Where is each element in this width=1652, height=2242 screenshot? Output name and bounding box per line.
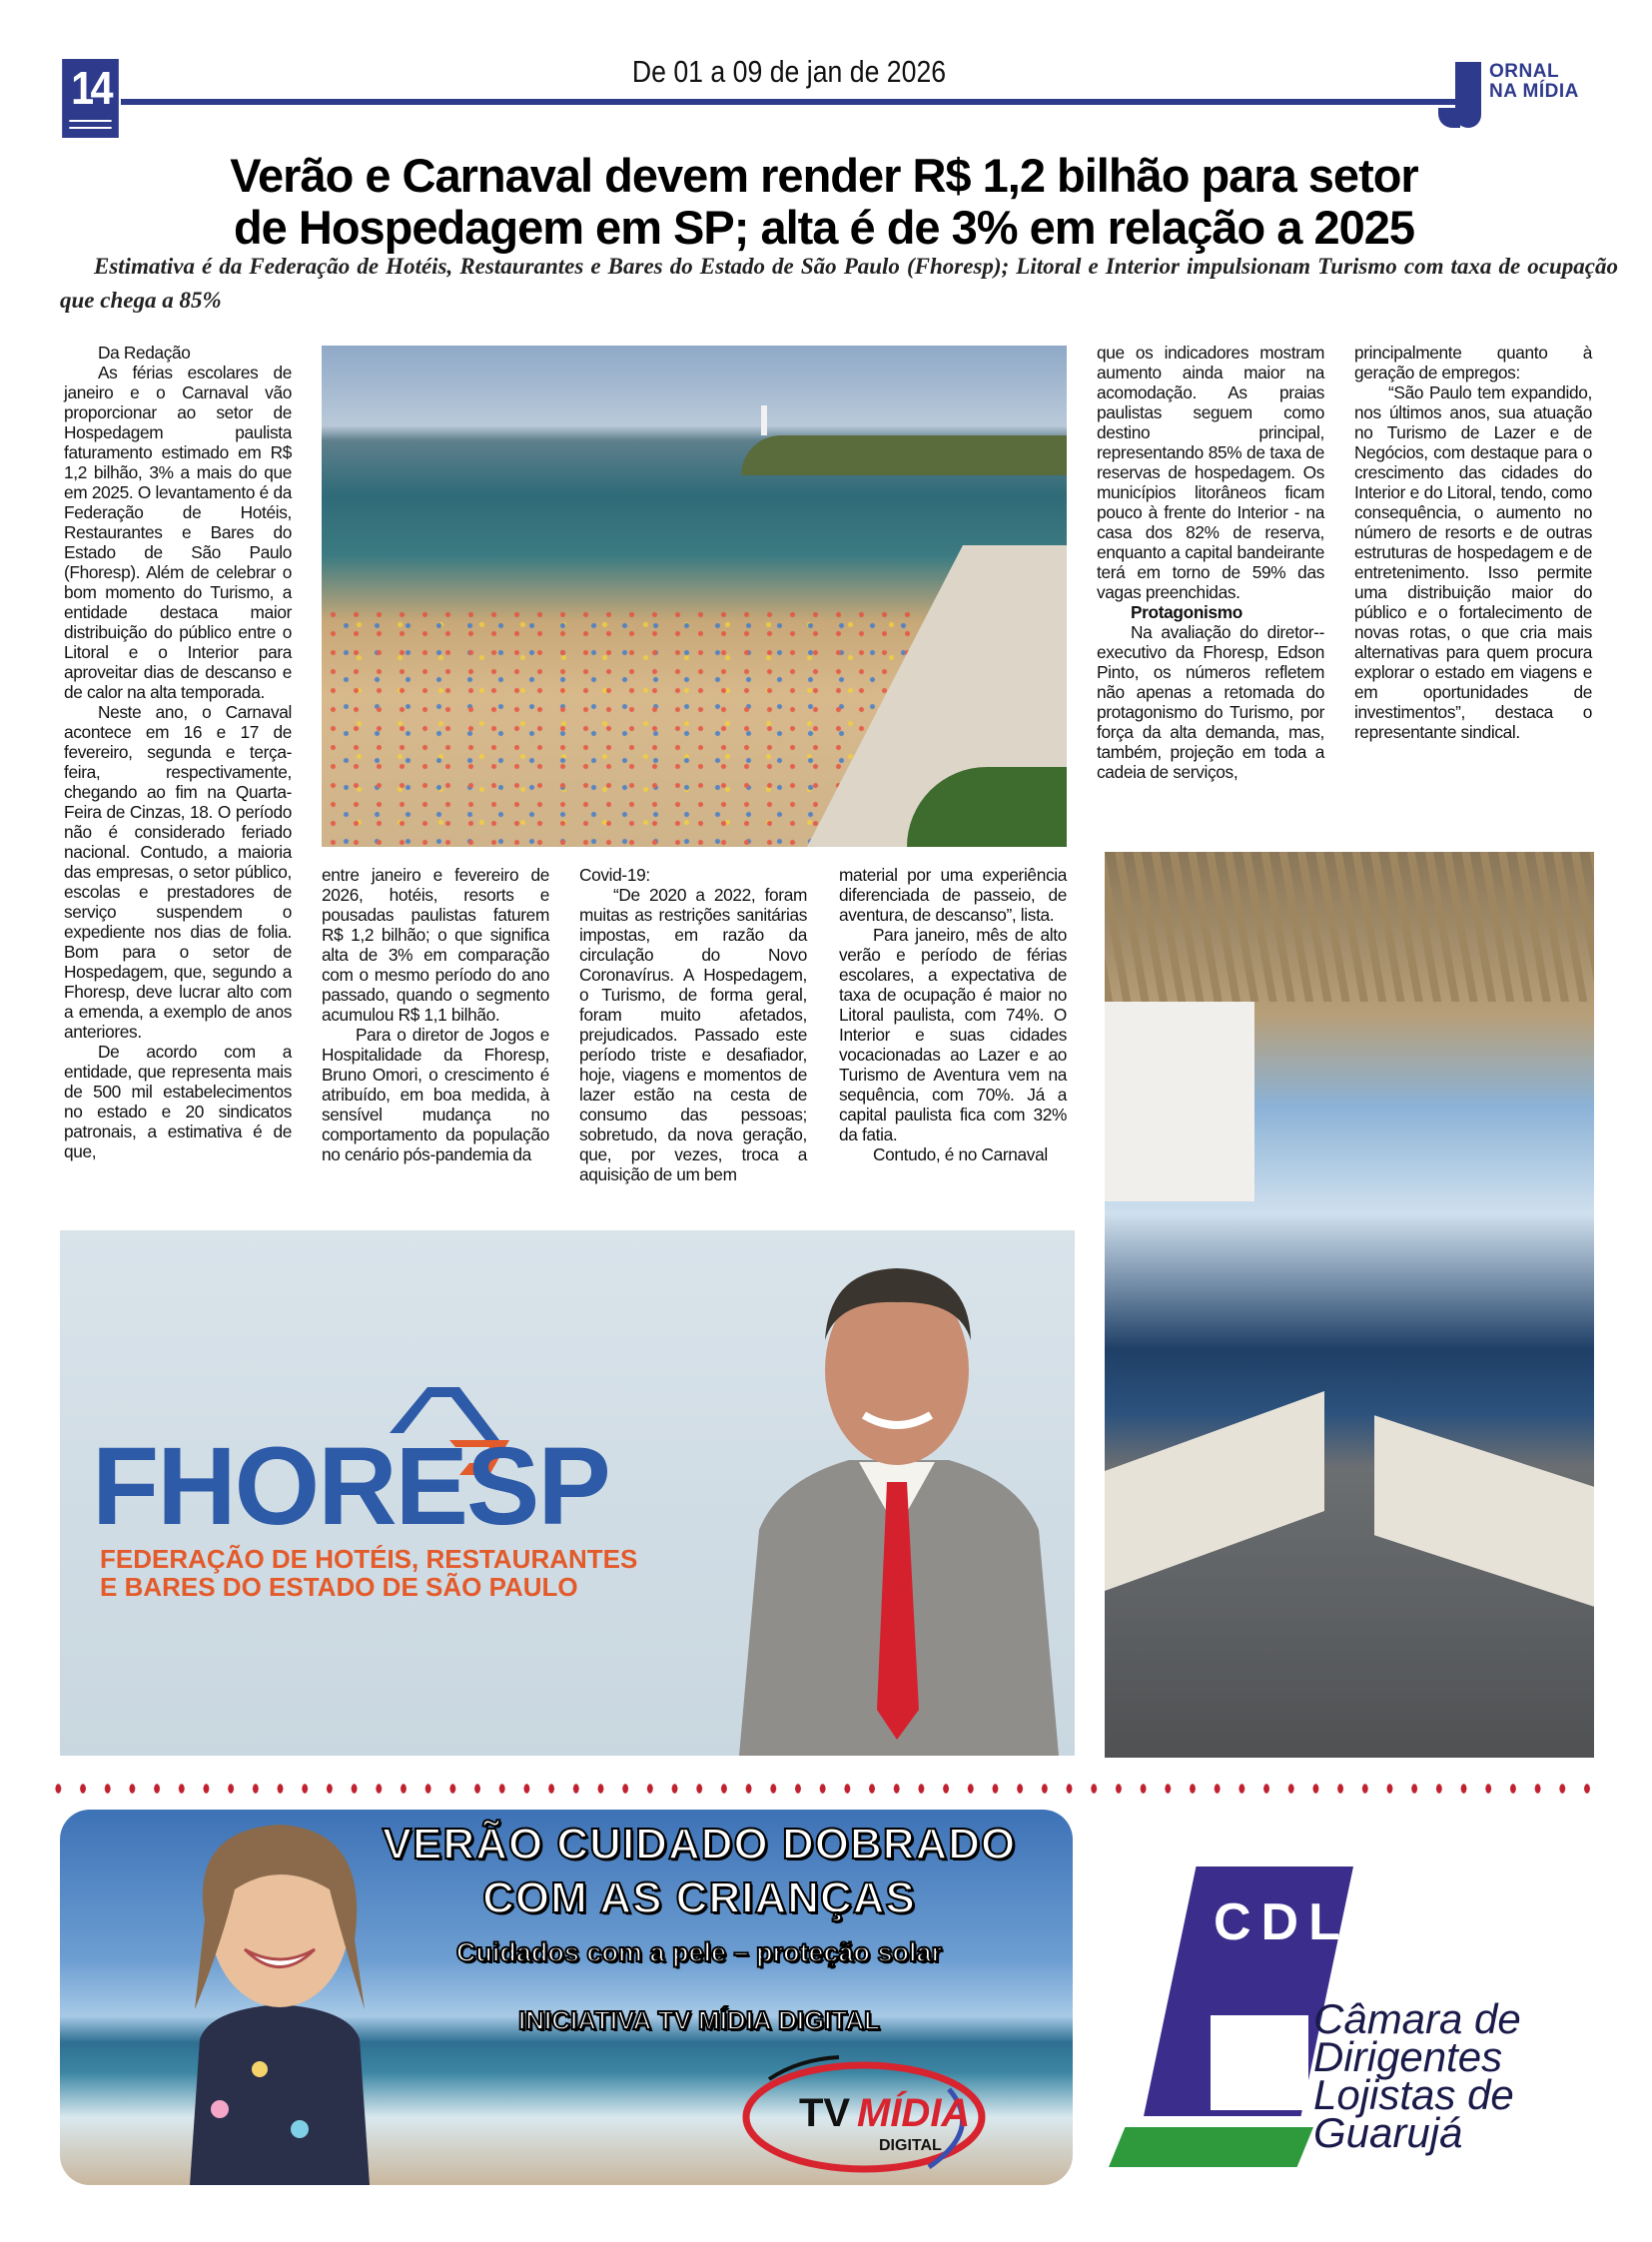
article-column-3: [579, 865, 807, 1184]
paragraph: principalmente quanto à geração de empregos:: [1354, 343, 1592, 382]
cdl-name-line3: Lojistas de: [1313, 2071, 1514, 2118]
fhoresp-subtitle-line2: E BARES DO ESTADO DE SÃO PAULO: [100, 1572, 578, 1602]
lighthouse: [761, 405, 767, 435]
paragraph: “São Paulo tem expandido, nos últimos anos, sua atuação no Turismo de Lazer e de Negócios, com destaque para o crescimento das cidades do Interior e do Litoral, tendo, como consequência, o aumento no número de resorts e de outras estruturas de hospedagem e de entretenimento. Isso permite uma distribuição maior do público e o fortalecimento de novas rotas, o que cria mais alternativas para quem procura explorar o estado em viagens e em oportunidades de investimentos”, destaca o representante sindical.: [1354, 382, 1592, 742]
summer-kids-sun-care-ad[interactable]: [60, 1810, 1073, 2185]
fhoresp-logo-word: FHORESP: [92, 1425, 609, 1548]
logo-digital: DIGITAL: [879, 2137, 942, 2154]
paragraph: De acordo com a entidade, que representa mais de 500 mil estabelecimentos no estado e 20 sindicatos patronais, a estimativa é de que,: [64, 1042, 292, 1161]
paragraph: Contudo, é no Carnaval: [873, 1144, 1048, 1164]
paragraph: Na avaliação do diretor--executivo da Fhoresp, Edson Pinto, os números refletem não apenas a retomada do protagonismo do Turismo, por força da alta demanda, mas, também, projeção em toda a cadeia de serviços,: [1097, 622, 1324, 782]
page-number-underline: [69, 120, 111, 129]
dotted-separator: [46, 1783, 1604, 1795]
page-number-badge: [62, 59, 119, 138]
page-number: 14: [71, 62, 110, 114]
headland-cliff: [741, 435, 1067, 475]
issue-date: De 01 a 09 de jan de 2026: [631, 54, 947, 89]
cdl-letters: CDL: [1214, 1893, 1350, 1951]
cdl-name-line1: Câmara de: [1313, 1995, 1521, 2042]
crowded-beach-photo: [322, 346, 1067, 847]
publication-logo: [1489, 62, 1579, 102]
paragraph: Covid-19:: [579, 865, 650, 885]
paragraph: Para janeiro, mês de alto verão e período de férias escolares, a expectativa de taxa de ocupação é maior no Litoral paulista, com 74%. O Interior e suas cidades vocacionadas ao Lazer e ao Turismo de Aventura vem na sequência, com 70%. Já a capital paulista fica com 32% da fatia.: [839, 925, 1067, 1144]
jornal-j-hook-icon: [1438, 108, 1460, 128]
tv-midia-digital-logo: [739, 2049, 989, 2179]
cdl-full-name: [1313, 1995, 1521, 2156]
paragraph: “De 2020 a 2022, foram muitas as restrições sanitárias impostas, em razão da circulação do Novo Coronavírus. A Hospedagem, o Turismo, de forma geral, foram muito afetados, prejudicados. Passado este período triste e desafiador, hoje, viagens e momentos de lazer estão na cesta de consumo das pessoas; sobretudo, da nova geração, que, por vezes, troca a aquisição de um bem: [579, 885, 807, 1184]
paragraph: Neste ano, o Carnaval acontece em 16 e 17 de fevereiro, segunda e terça-feira, respectivamente, chegando ao fim na Quarta-Feira de Cinzas, 18. O período não é considerado feriado nacional. Contudo, a maioria das empresas, o setor público, escolas e prestadores de serviço suspendem o expediente nos dias de folia. Bom para o setor de Hospedagem, que, segundo a Fhoresp, deve lucrar alto com a emenda, a exemplo de anos anteriores.: [64, 702, 292, 1042]
paragraph: material por uma experiência diferenciada de passeio, de aventura, de descanso”, lista.: [839, 865, 1067, 925]
header-rule: [121, 99, 1464, 105]
bamboo-pergola: [1105, 852, 1594, 1002]
article-column-4: [839, 865, 1067, 1164]
paragraph: As férias escolares de janeiro e o Carnaval vão proporcionar ao setor de Hospedagem paulista faturamento estimado em R$ 1,2 bilhão, 3% a mais do que em 2025. O levantamento é da Federação de Hotéis, Restaurantes e Bares do Estado de São Paulo (Fhoresp). Além de celebrar o bom momento do Turismo, a entidade destaca maior distribuição do público entre o Litoral e o Interior para aproveitar dias de descanso e de calor na alta temporada.: [64, 363, 292, 702]
fhoresp-logo-subtitle: [100, 1545, 637, 1601]
ad-initiative: INICIATIVA TV MÍDIA DIGITAL: [517, 2005, 881, 2035]
ad-headline-line2: COM AS CRIANÇAS: [482, 1873, 916, 1922]
cdl-d-shape-icon: [1211, 2015, 1308, 2110]
article-column-5: [1097, 343, 1324, 782]
section-heading: Protagonismo: [1131, 602, 1242, 622]
white-villa-wall: [1105, 1002, 1254, 1201]
article-headline: [130, 150, 1518, 254]
cdl-green-bar-icon: [1109, 2127, 1313, 2167]
ad-tagline: Cuidados com a pele – proteção solar: [455, 1937, 943, 1967]
article-column-6: [1354, 343, 1592, 742]
logo-midia: MÍDIA: [857, 2091, 971, 2135]
paragraph: entre janeiro e fevereiro de 2026, hotéis, resorts e pousadas paulistas faturem R$ 1,2 bilhão; o que significa alta de 3% em comparação com o mesmo período do ano passado, quando o segmento acumulou R$ 1,1 bilhão.: [322, 865, 549, 1025]
cdl-name-line4: Guarujá: [1313, 2109, 1463, 2156]
cdl-guaruja-ad[interactable]: [1099, 1838, 1598, 2197]
article-column-1: [64, 343, 292, 1161]
paragraph: Para o diretor de Jogos e Hospitalidade da Fhoresp, Bruno Omori, o crescimento é atribuído, em boa medida, à sensível mudança no comportamento da população no cenário pós-pandemia da: [322, 1025, 549, 1164]
fhoresp-director-photo: [60, 1230, 1075, 1756]
publication-logo-line1: ORNAL: [1489, 61, 1560, 82]
publication-logo-line2: NA MÍDIA: [1489, 81, 1579, 102]
paragraph: que os indicadores mostram aumento ainda maior na acomodação. As praias paulistas seguem como destino principal, representando 85% de taxa de reservas de hospedagem. Os municípios litorâneos ficam pouco à frente do Interior - na casa dos 82% de reserva, enquanto a capital bandeirante terá em torno de 59% das vagas preenchidas.: [1097, 343, 1324, 602]
headline-line-2: de Hospedagem em SP; alta é de 3% em relação a 2025: [233, 201, 1415, 254]
article-column-2: [322, 865, 549, 1164]
director-portrait: [719, 1230, 1075, 1756]
resort-pool-photo: [1105, 852, 1594, 1758]
logo-tv: TV: [799, 2091, 851, 2135]
ad-headline-line1: VERÃO CUIDADO DOBRADO: [382, 1820, 1017, 1868]
fhoresp-subtitle-line1: FEDERAÇÃO DE HOTÉIS, RESTAURANTES: [100, 1544, 638, 1574]
sun-lounger-right: [1374, 1415, 1594, 1606]
sun-lounger-left: [1105, 1391, 1324, 1591]
cdl-name-line2: Dirigentes: [1313, 2033, 1503, 2080]
article-subheadline: Estimativa é da Federação de Hotéis, Restaurantes e Bares do Estado de São Paulo (Fhoresp); Litoral e Interior impulsionam Turismo com taxa de ocupação que chega a 85%: [60, 254, 1618, 313]
headline-line-1: Verão e Carnaval devem render R$ 1,2 bilhão para setor: [230, 149, 1418, 202]
byline: Da Redação: [98, 343, 191, 363]
